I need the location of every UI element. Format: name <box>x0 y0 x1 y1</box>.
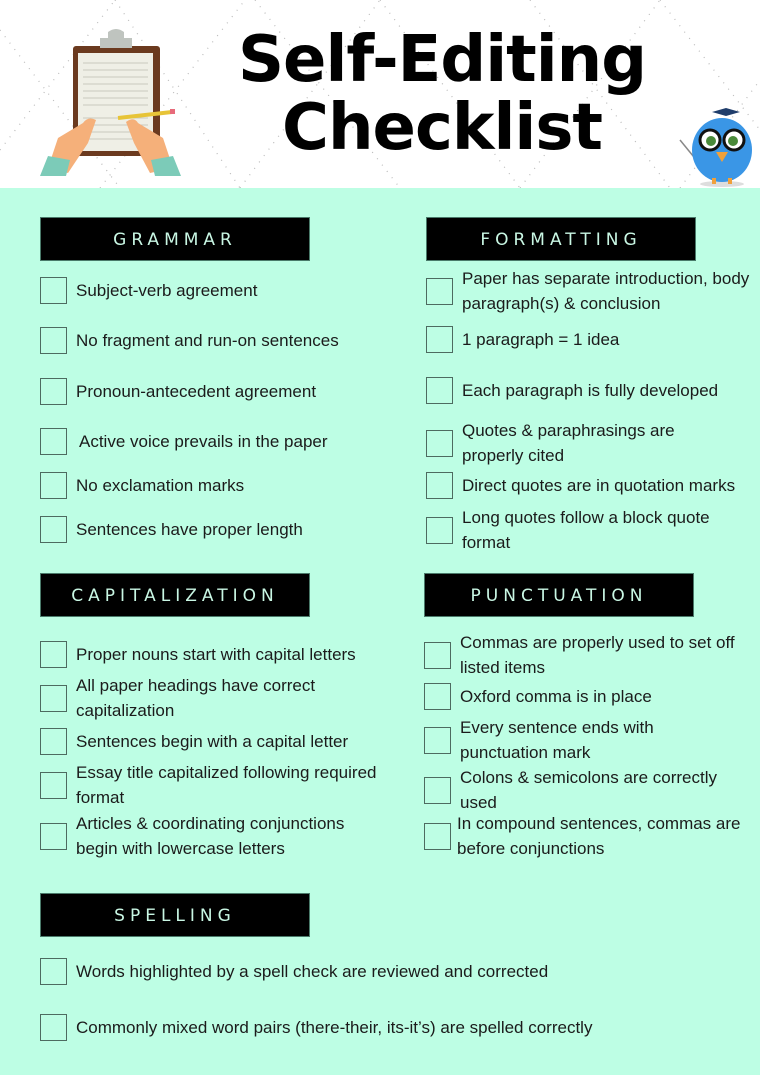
checklist-item[interactable]: Essay title capitalized following required format <box>40 760 410 810</box>
checklist-item[interactable]: Active voice prevails in the paper <box>40 428 328 455</box>
checklist-item[interactable]: Sentences have proper length <box>40 516 303 543</box>
checkbox[interactable] <box>40 327 67 354</box>
checklist-item[interactable]: Oxford comma is in place <box>424 683 652 710</box>
section-header-formatting: FORMATTING <box>426 217 696 261</box>
checkbox[interactable] <box>426 377 453 404</box>
checkbox[interactable] <box>424 823 451 850</box>
title-line-2: Checklist <box>282 91 602 165</box>
checkbox[interactable] <box>424 642 451 669</box>
checklist-item[interactable]: Each paragraph is fully developed <box>426 377 718 404</box>
checkbox[interactable] <box>426 430 453 457</box>
section-header-grammar: GRAMMAR <box>40 217 310 261</box>
checkbox[interactable] <box>426 326 453 353</box>
checklist-item[interactable]: No fragment and run-on sentences <box>40 327 339 354</box>
checklist-item[interactable]: Commonly mixed word pairs (there-their, its-it’s) are spelled correctly <box>40 1014 592 1041</box>
checklist-item[interactable]: Long quotes follow a block quote format <box>426 505 756 555</box>
checklist-item[interactable]: Pronoun-antecedent agreement <box>40 378 316 405</box>
checklist-item[interactable]: 1 paragraph = 1 idea <box>426 326 619 353</box>
checkbox[interactable] <box>40 378 67 405</box>
checklist-body <box>0 188 760 1075</box>
checklist-item[interactable]: Quotes & paraphrasings are properly cited <box>426 418 706 468</box>
checklist-item[interactable]: Proper nouns start with capital letters <box>40 641 356 668</box>
checkbox[interactable] <box>424 727 451 754</box>
checkbox[interactable] <box>40 772 67 799</box>
checkbox[interactable] <box>40 685 67 712</box>
checklist-item[interactable]: Commas are properly used to set off listed items <box>424 630 744 680</box>
checkbox[interactable] <box>40 516 67 543</box>
header <box>0 0 760 188</box>
checkbox[interactable] <box>426 472 453 499</box>
checkbox[interactable] <box>40 823 67 850</box>
page-title <box>0 23 760 165</box>
checkbox[interactable] <box>40 428 67 455</box>
checklist-item[interactable]: No exclamation marks <box>40 472 244 499</box>
checkbox[interactable] <box>40 641 67 668</box>
checkbox[interactable] <box>40 958 67 985</box>
checklist-item[interactable]: Words highlighted by a spell check are reviewed and corrected <box>40 958 548 985</box>
checkbox[interactable] <box>424 683 451 710</box>
checklist-item[interactable]: Colons & semicolons are correctly used <box>424 765 744 815</box>
checklist-item[interactable]: Articles & coordinating conjunctions begin with lowercase letters <box>40 811 380 861</box>
checkbox[interactable] <box>40 277 67 304</box>
checklist-item[interactable]: Subject-verb agreement <box>40 277 257 304</box>
checkbox[interactable] <box>426 278 453 305</box>
checklist-item[interactable]: Every sentence ends with punctuation mark <box>424 715 684 765</box>
checkbox[interactable] <box>424 777 451 804</box>
checklist-item[interactable]: Direct quotes are in quotation marks <box>426 472 735 499</box>
checklist-item[interactable]: In compound sentences, commas are before conjunctions <box>424 811 754 861</box>
owl-bird-teacher-icon <box>678 100 760 188</box>
checkbox[interactable] <box>40 1014 67 1041</box>
checkbox[interactable] <box>426 517 453 544</box>
section-header-punctuation: PUNCTUATION <box>424 573 694 617</box>
section-header-capitalization: CAPITALIZATION <box>40 573 310 617</box>
checklist-item[interactable]: All paper headings have correct capitalization <box>40 673 360 723</box>
checklist-item[interactable]: Sentences begin with a capital letter <box>40 728 348 755</box>
checkbox[interactable] <box>40 728 67 755</box>
checklist-item[interactable]: Paper has separate introduction, body paragraph(s) & conclusion <box>426 266 756 316</box>
checkbox[interactable] <box>40 472 67 499</box>
section-header-spelling: SPELLING <box>40 893 310 937</box>
title-line-1: Self-Editing <box>237 23 647 97</box>
